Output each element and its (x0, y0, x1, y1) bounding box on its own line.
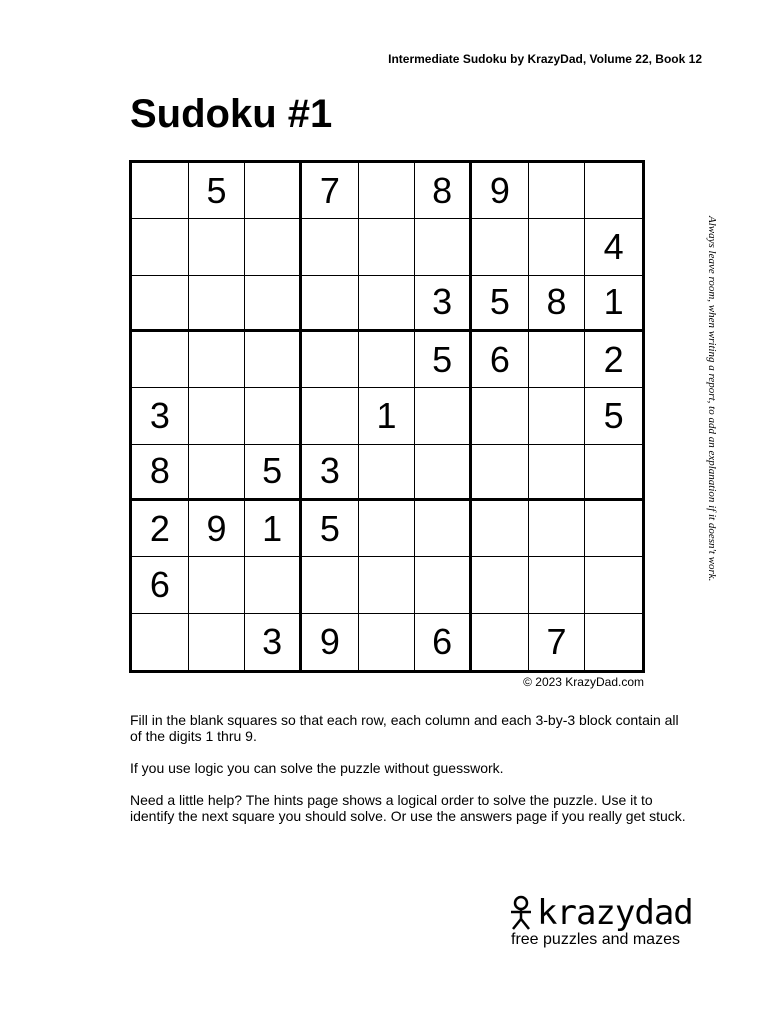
sudoku-cell-r5c3[interactable] (245, 388, 302, 444)
sudoku-cell-r9c6[interactable]: 6 (415, 614, 472, 670)
sudoku-cell-r9c3[interactable]: 3 (245, 614, 302, 670)
instruction-rules: Fill in the blank squares so that each row, each column and each 3-by-3 block contain all of the digits 1 thru 9. (130, 712, 679, 744)
logo-brand: krazydad (537, 893, 693, 933)
sudoku-cell-r5c9[interactable]: 5 (585, 388, 642, 444)
sudoku-cell-r4c2[interactable] (189, 332, 246, 388)
sudoku-cell-r6c4[interactable]: 3 (302, 445, 359, 501)
sudoku-cell-r8c4[interactable] (302, 557, 359, 613)
instructions (130, 712, 690, 840)
sudoku-cell-r2c7[interactable] (472, 219, 529, 275)
sudoku-cell-r5c1[interactable]: 3 (132, 388, 189, 444)
sudoku-cell-r4c8[interactable] (529, 332, 586, 388)
sudoku-cell-r9c7[interactable] (472, 614, 529, 670)
sudoku-cell-r5c7[interactable] (472, 388, 529, 444)
sudoku-cell-r3c6[interactable]: 3 (415, 276, 472, 332)
krazydad-figure-icon (509, 895, 533, 931)
sudoku-cell-r7c6[interactable] (415, 501, 472, 557)
sudoku-cell-r9c8[interactable]: 7 (529, 614, 586, 670)
sudoku-cell-r3c1[interactable] (132, 276, 189, 332)
sudoku-cell-r6c5[interactable] (359, 445, 416, 501)
sudoku-cell-r3c5[interactable] (359, 276, 416, 332)
sudoku-cell-r4c9[interactable]: 2 (585, 332, 642, 388)
sudoku-cell-r6c8[interactable] (529, 445, 586, 501)
sudoku-cell-r7c1[interactable]: 2 (132, 501, 189, 557)
krazydad-logo (509, 895, 719, 949)
sudoku-cell-r7c5[interactable] (359, 501, 416, 557)
sudoku-cell-r7c4[interactable]: 5 (302, 501, 359, 557)
sudoku-cell-r1c4[interactable]: 7 (302, 163, 359, 219)
sudoku-cell-r4c7[interactable]: 6 (472, 332, 529, 388)
sudoku-cell-r4c5[interactable] (359, 332, 416, 388)
sudoku-cell-r8c1[interactable]: 6 (132, 557, 189, 613)
sudoku-cell-r2c5[interactable] (359, 219, 416, 275)
sudoku-cell-r5c8[interactable] (529, 388, 586, 444)
sudoku-cell-r9c1[interactable] (132, 614, 189, 670)
sudoku-cell-r2c9[interactable]: 4 (585, 219, 642, 275)
sudoku-cell-r1c6[interactable]: 8 (415, 163, 472, 219)
sudoku-cell-r6c3[interactable]: 5 (245, 445, 302, 501)
sudoku-cell-r6c7[interactable] (472, 445, 529, 501)
header-subtitle: Intermediate Sudoku by KrazyDad, Volume 22, Book 12 (388, 52, 702, 66)
sudoku-cell-r7c3[interactable]: 1 (245, 501, 302, 557)
sudoku-cell-r8c3[interactable] (245, 557, 302, 613)
sudoku-cell-r9c2[interactable] (189, 614, 246, 670)
sudoku-cell-r3c3[interactable] (245, 276, 302, 332)
sudoku-cell-r8c7[interactable] (472, 557, 529, 613)
sudoku-cell-r8c8[interactable] (529, 557, 586, 613)
sudoku-cell-r3c8[interactable]: 8 (529, 276, 586, 332)
sudoku-cell-r5c5[interactable]: 1 (359, 388, 416, 444)
instruction-logic: If you use logic you can solve the puzzle without guesswork. (130, 760, 504, 776)
instruction-help: Need a little help? The hints page shows a logical order to solve the puzzle. Use it to identify the next square you should solve. Or use the answers page if you really get stuck. (130, 792, 686, 824)
sudoku-cell-r2c4[interactable] (302, 219, 359, 275)
sudoku-cell-r7c9[interactable] (585, 501, 642, 557)
sudoku-cell-r1c9[interactable] (585, 163, 642, 219)
sudoku-cell-r2c3[interactable] (245, 219, 302, 275)
sudoku-cell-r4c1[interactable] (132, 332, 189, 388)
sudoku-cell-r7c7[interactable] (472, 501, 529, 557)
sudoku-cell-r6c6[interactable] (415, 445, 472, 501)
sudoku-cell-r2c8[interactable] (529, 219, 586, 275)
sudoku-cell-r5c6[interactable] (415, 388, 472, 444)
logo-tagline: free puzzles and mazes (511, 931, 680, 948)
sudoku-cell-r9c9[interactable] (585, 614, 642, 670)
sudoku-cell-r5c4[interactable] (302, 388, 359, 444)
sudoku-cell-r1c1[interactable] (132, 163, 189, 219)
sudoku-grid (129, 160, 645, 673)
sudoku-cell-r2c6[interactable] (415, 219, 472, 275)
copyright: © 2023 KrazyDad.com (523, 675, 644, 689)
sudoku-cell-r1c8[interactable] (529, 163, 586, 219)
sudoku-cell-r8c6[interactable] (415, 557, 472, 613)
sudoku-cell-r7c8[interactable] (529, 501, 586, 557)
sudoku-cell-r6c2[interactable] (189, 445, 246, 501)
sudoku-cell-r3c2[interactable] (189, 276, 246, 332)
sudoku-cell-r8c9[interactable] (585, 557, 642, 613)
sudoku-cell-r5c2[interactable] (189, 388, 246, 444)
sudoku-cell-r3c9[interactable]: 1 (585, 276, 642, 332)
sudoku-cell-r9c5[interactable] (359, 614, 416, 670)
sudoku-cell-r3c7[interactable]: 5 (472, 276, 529, 332)
sudoku-cell-r1c5[interactable] (359, 163, 416, 219)
sudoku-cell-r6c1[interactable]: 8 (132, 445, 189, 501)
sudoku-cell-r1c3[interactable] (245, 163, 302, 219)
sudoku-cell-r1c7[interactable]: 9 (472, 163, 529, 219)
sudoku-cell-r9c4[interactable]: 9 (302, 614, 359, 670)
sudoku-cell-r1c2[interactable]: 5 (189, 163, 246, 219)
sudoku-cell-r7c2[interactable]: 9 (189, 501, 246, 557)
sudoku-cell-r2c2[interactable] (189, 219, 246, 275)
sudoku-cell-r4c4[interactable] (302, 332, 359, 388)
sudoku-cell-r4c3[interactable] (245, 332, 302, 388)
sudoku-cell-r4c6[interactable]: 5 (415, 332, 472, 388)
page-title: Sudoku #1 (130, 92, 333, 136)
sudoku-cell-r6c9[interactable] (585, 445, 642, 501)
sudoku-cell-r8c2[interactable] (189, 557, 246, 613)
side-quote: Always leave room, when writing a report, to add an explanation if it doesn't work. (706, 216, 718, 582)
sudoku-cell-r8c5[interactable] (359, 557, 416, 613)
sudoku-cell-r2c1[interactable] (132, 219, 189, 275)
sudoku-cell-r3c4[interactable] (302, 276, 359, 332)
